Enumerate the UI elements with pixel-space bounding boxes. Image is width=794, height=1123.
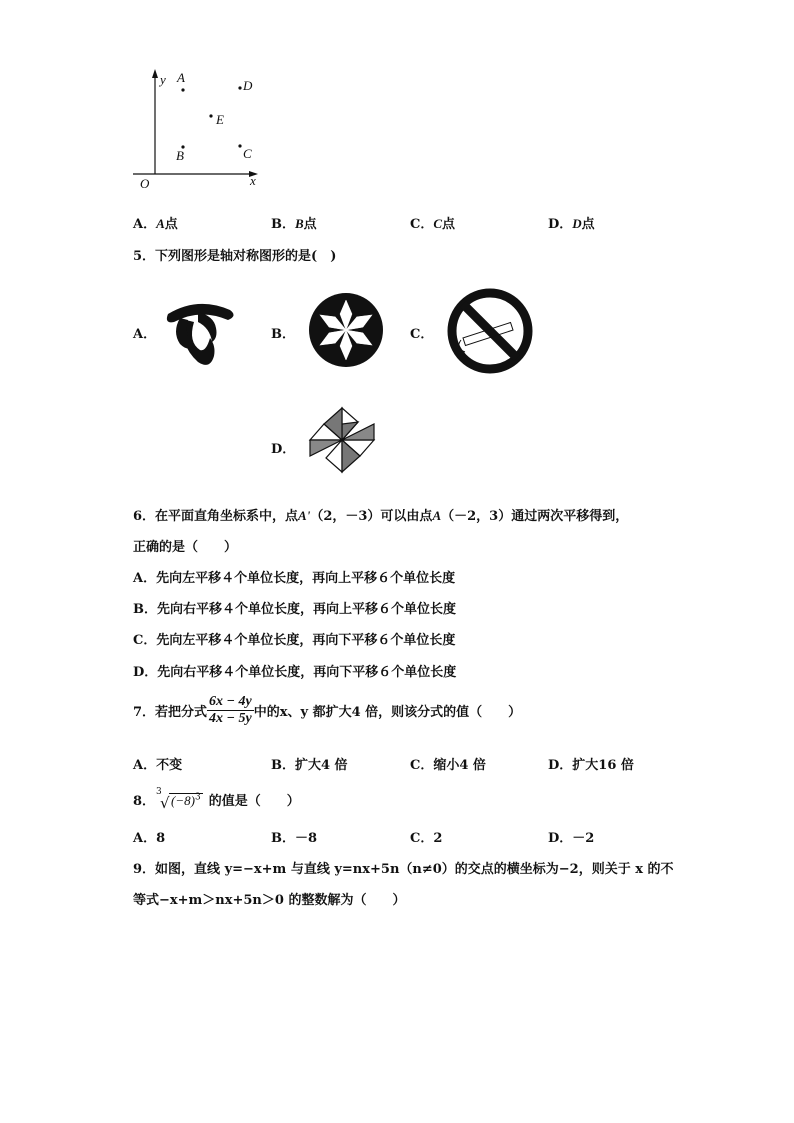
point-b-label: B [176,148,184,163]
q7-option-d[interactable]: D．扩大16 倍 [548,758,634,773]
q8-option-b[interactable]: B．－8 [271,831,318,846]
point-e-dot [209,114,212,117]
origin-label: O [140,176,150,191]
q4-option-d[interactable]: D．D点 [548,216,595,232]
q8-stem: 8． 3 √ $(-8)^3$ 的值是（ ） [133,786,300,812]
q6-option-d[interactable]: D．先向右平移４个单位长度，再向下平移６个单位长度 [133,665,457,680]
q8-cube-root: 3 √ $(-8)^3$ [156,786,201,812]
point-a-dot [181,88,184,91]
q5-option-a-letter[interactable]: A． [133,327,157,342]
telecom-logo-icon [158,292,238,372]
q8-option-d[interactable]: D．－2 [548,831,595,846]
x-axis-label: x [250,173,256,188]
q8-option-a[interactable]: A．8 [133,831,166,846]
point-c-dot [238,144,241,147]
q5-option-d-letter[interactable]: D． [271,442,296,457]
q6-option-a[interactable]: A．先向左平移４个单位长度，再向上平移６个单位长度 [133,571,456,586]
no-smoking-icon [445,288,535,374]
q7-stem: 7．若把分式 $\frac{6x - 4y}{4x - 5y}$ 中的x、y 都扩大4 倍，则该分式的值（ ） [133,694,522,726]
pinwheel-icon [306,404,386,484]
point-a-label: A [177,70,185,85]
q5-option-c-letter[interactable]: C． [410,327,434,342]
point-d-dot [238,86,241,89]
q7-option-a[interactable]: A．不变 [133,758,183,773]
q7-option-b[interactable]: B．扩大4 倍 [271,758,348,773]
q6-option-b[interactable]: B．先向右平移４个单位长度，再向上平移６个单位长度 [133,602,456,617]
q5-option-b-letter[interactable]: B． [271,327,295,342]
star-circle-icon [306,290,386,370]
q9-stem-line1: 9．如图，直线 y=−x+m 与直线 y=nx+5n（n≠0）的交点的横坐标为−2，则关于 x 的不 [133,862,674,877]
q4-option-b[interactable]: B．B点 [271,216,317,232]
q6-stem-line2: 正确的是（ ） [133,540,238,555]
q6-option-c[interactable]: C．先向左平移４个单位长度，再向下平移６个单位长度 [133,633,456,648]
q9-stem-line2: 等式−x+m＞nx+5n＞0 的整数解为（ ） [133,893,406,908]
q8-option-c[interactable]: C．2 [410,831,443,846]
q5-stem: 5．下列图形是轴对称图形的是( ) [133,249,337,264]
coordinate-axes [0,0,794,200]
point-e-label: E [216,112,224,127]
point-c-label: C [243,146,252,161]
q4-option-a[interactable]: A．A点 [133,216,178,232]
q4-option-c[interactable]: C．C点 [410,216,456,232]
q7-fraction: $\frac{6x - 4y}{4x - 5y}$ [209,694,252,726]
point-d-label: D [243,78,253,93]
y-axis-label: y [160,72,166,87]
q7-option-c[interactable]: C．缩小4 倍 [410,758,486,773]
q6-stem-line1: 6．在平面直角坐标系中，点A'（2，－3）可以由点A（－2，3）通过两次平移得到， [133,508,629,524]
